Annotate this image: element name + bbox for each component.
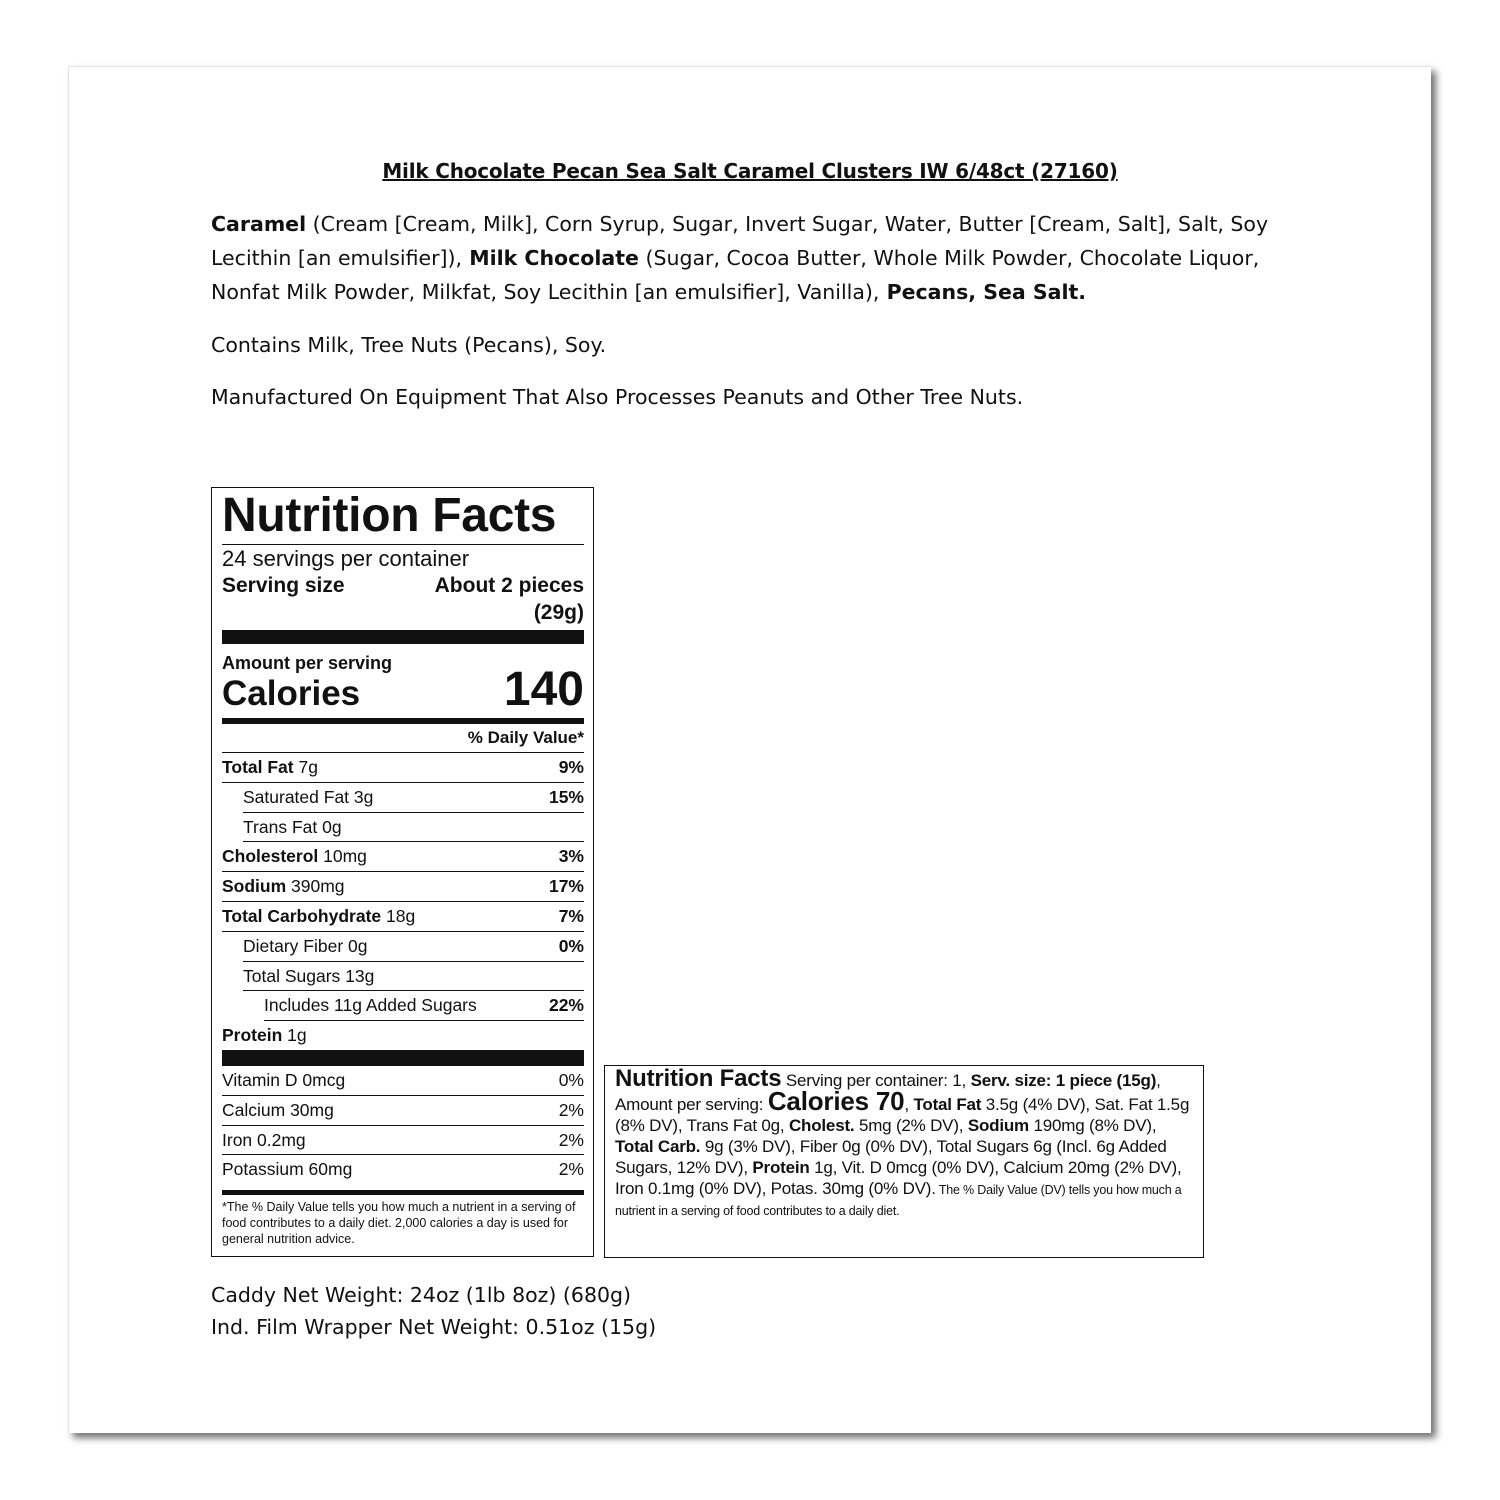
divider [222,544,584,545]
amount-per-serving: Amount per serving [222,653,393,673]
vitamin-row-calcium: Calcium 30mg 2% [222,1096,584,1126]
nutrient-row-total-fat: Total Fat 7g 9% [222,753,584,783]
nutrition-facts-title: Nutrition Facts [222,489,557,542]
vitamin-row-iron: Iron 0.2mg 2% [222,1126,584,1156]
vitamin-row-vitamin-d: Vitamin D 0mcg 0% [222,1066,584,1096]
nutrient-row-total-carbohydrate: Total Carbohydrate 18g 7% [222,902,584,932]
allergen-statement: Contains Milk, Tree Nuts (Pecans), Soy. [211,333,607,357]
linear-label-footnote: The % Daily Value (DV) tells you how much a nutrient in a serving of food contributes to a daily diet. [615,1183,1182,1218]
ingredient-end-label: Pecans, Sea Salt. [879,280,1087,304]
manufacturing-statement: Manufactured On Equipment That Also Processes Peanuts and Other Tree Nuts. [211,385,1024,409]
serving-size-value-line1: About 2 pieces [434,574,584,597]
net-weight-block [211,1279,656,1343]
daily-value-footnote: *The % Daily Value tells you how much a nutrient in a serving of food contributes to a daily diet. 2,000 calories a day is used for general nutrition advice. [222,1190,584,1247]
nutrient-row-sodium: Sodium 390mg 17% [222,872,584,902]
thick-divider [222,1050,584,1066]
serving-size-label: Serving size [222,574,345,597]
ingredient-caramel-text: (Cream [Cream, Milk], Corn Syrup, Sugar, Invert Sugar, Water, Butter [Cream, Salt], Salt, Soy Lecithin [an emulsifier]), [211,212,1269,270]
caddy-net-weight: Caddy Net Weight: 24oz (1lb 8oz) (680g) [211,1283,632,1307]
daily-value-header: % Daily Value* [222,724,584,753]
product-title: Milk Chocolate Pecan Sea Salt Caramel Clusters IW 6/48ct (27160) [382,159,1118,183]
serving-size-row [222,572,584,626]
nutrient-row-saturated-fat: Saturated Fat 3g 15% [243,783,584,813]
thick-divider [222,630,584,644]
nutrient-row-added-sugars: Includes 11g Added Sugars 22% [264,991,584,1021]
nutrient-row-dietary-fiber: Dietary Fiber 0g 0% [243,932,584,962]
wrapper-net-weight: Ind. Film Wrapper Net Weight: 0.51oz (15g) [211,1315,657,1339]
calories-value: 140 [503,663,584,716]
serving-size-value [435,572,584,626]
ingredient-chocolate-text: (Sugar, Cocoa Butter, Whole Milk Powder, Chocolate Liquor, Nonfat Milk Powder, Milkfat, Soy Lecithin [an emulsifier], Vanilla), [211,246,1260,304]
linear-label-calories: Calories 70 [767,1086,905,1116]
linear-label-title: Nutrition Facts [615,1065,782,1092]
calories-label: Calories [222,674,361,713]
servings-per-container: 24 servings per container [222,546,470,571]
nutrition-facts-label [211,487,594,1257]
nutrient-row-total-sugars: Total Sugars 13g [243,962,584,992]
nutrient-row-cholesterol: Cholesterol 10mg 3% [222,842,584,872]
vitamin-row-potassium: Potassium 60mg 2% [222,1159,584,1180]
document-page [68,66,1431,1433]
ingredient-caramel-label: Caramel [211,212,307,236]
nutrient-row-protein: Protein 1g [222,1025,307,1046]
ingredients-paragraph [211,207,1301,309]
serving-size-value-line2: (29g) [533,601,584,624]
linear-nutrition-label: Nutrition Facts Serving per container: 1, Serv. size: 1 piece (15g), Amount per serving: Calories 70, Total Fat 3.5g (4% DV), Sat. Fat 1.5g (8% DV), Trans Fat 0g, Cholest. 5mg (2% DV), Sodium 190mg (8% DV), Total Carb. 9g (3% DV), Fiber 0g (0% DV), Total Sugars 6g (Incl. 6g Added Sugars, 12% DV), Protein 1g, Vit. D 0mcg (0% DV), Calcium 20mg (2% DV), Iron 0.1mg (0% DV), Potas. 30mg (0% DV). The % Daily Value (DV) tells you how much a nutrient in a serving of food contributes to a daily diet. [604,1065,1204,1258]
ingredient-chocolate-label: Milk Chocolate [462,246,639,270]
nutrient-row-trans-fat: Trans Fat 0g [243,813,584,843]
